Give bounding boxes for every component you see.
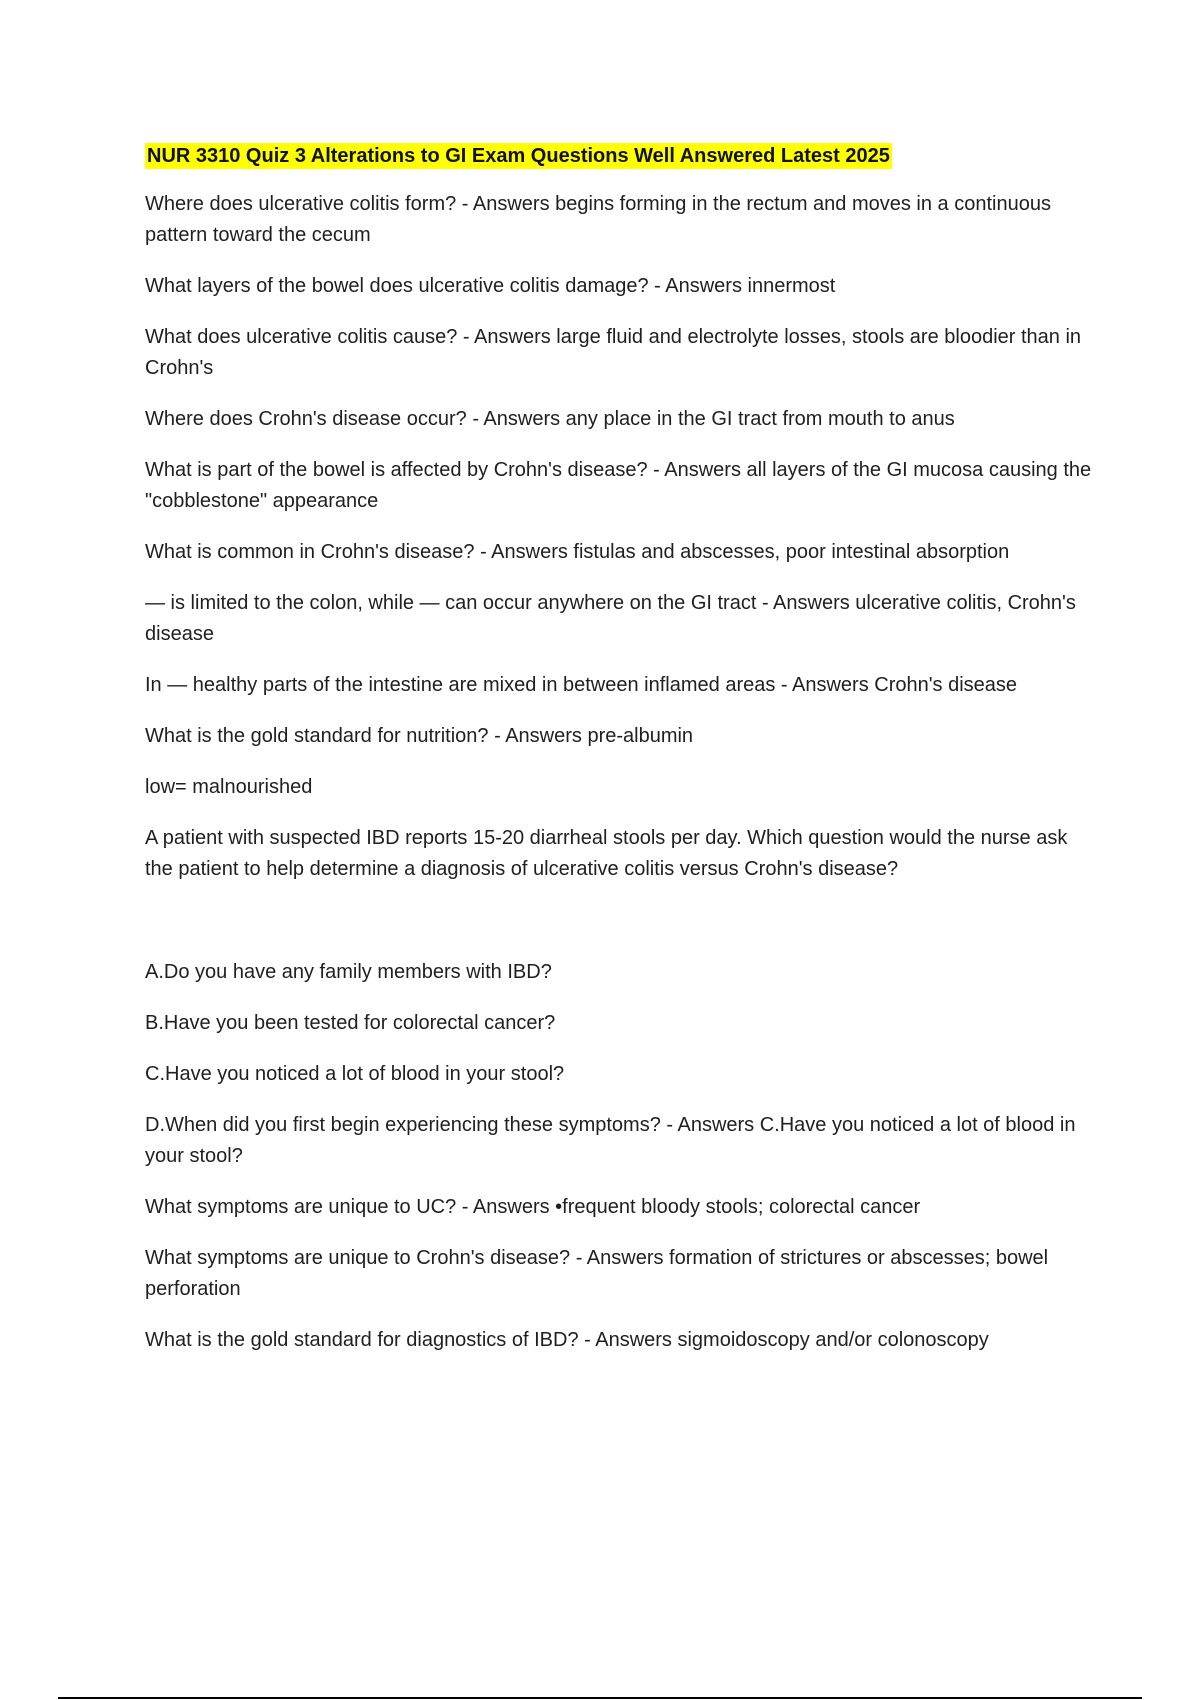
qa-item-uc-layers: What layers of the bowel does ulcerative colitis damage? - Answers innermost [145, 275, 836, 297]
qa-item-limited-colon: — is limited to the colon, while — can occur anywhere on the GI tract - Answers ulcerative colitis, Crohn's disease [145, 592, 1076, 645]
qa-item-crohns-layers: What is part of the bowel is affected by Crohn's disease? - Answers all layers of the GI mucosa causing the "cobblestone" appearance [145, 459, 1092, 512]
option-d-with-answer: D.When did you first begin experiencing these symptoms? - Answers C.Have you noticed a lot of blood in your stool? [145, 1114, 1076, 1167]
option-b: B.Have you been tested for colorectal cancer? [145, 1012, 556, 1034]
qa-item-uc-location: Where does ulcerative colitis form? - Answers begins forming in the rectum and moves in a continuous pattern toward the cecum [145, 193, 1051, 246]
blank-spacer [145, 905, 1100, 957]
document-body [145, 143, 1100, 1376]
option-a: A.Do you have any family members with IBD? [145, 961, 552, 983]
qa-item-uc-unique-symptoms: What symptoms are unique to UC? - Answers •frequent bloody stools; colorectal cancer [145, 1196, 921, 1218]
option-c: C.Have you noticed a lot of blood in your stool? [145, 1063, 565, 1085]
qa-item-crohns-common: What is common in Crohn's disease? - Answers fistulas and abscesses, poor intestinal absorption [145, 541, 1010, 563]
qa-item-ibd-diagnostics: What is the gold standard for diagnostics of IBD? - Answers sigmoidoscopy and/or colonoscopy [145, 1329, 989, 1351]
footer-divider [58, 1697, 1142, 1699]
question-stem: A patient with suspected IBD reports 15-20 diarrheal stools per day. Which question would the nurse ask the patient to help determine a diagnosis of ulcerative colitis versus Crohn's disease? [145, 827, 1068, 880]
document-title: NUR 3310 Quiz 3 Alterations to GI Exam Questions Well Answered Latest 2025 [147, 145, 890, 167]
qa-item-crohns-location: Where does Crohn's disease occur? - Answers any place in the GI tract from mouth to anus [145, 408, 955, 430]
qa-item-skip-lesions: In — healthy parts of the intestine are mixed in between inflamed areas - Answers Crohn's disease [145, 674, 1018, 696]
qa-item-low-malnourished: low= malnourished [145, 776, 313, 798]
qa-item-crohns-unique-symptoms: What symptoms are unique to Crohn's disease? - Answers formation of strictures or abscesses; bowel perforation [145, 1247, 1049, 1300]
qa-item-uc-causes: What does ulcerative colitis cause? - Answers large fluid and electrolyte losses, stools are bloodier than in Crohn's [145, 326, 1082, 379]
qa-item-nutrition-standard: What is the gold standard for nutrition? - Answers pre-albumin [145, 725, 694, 747]
